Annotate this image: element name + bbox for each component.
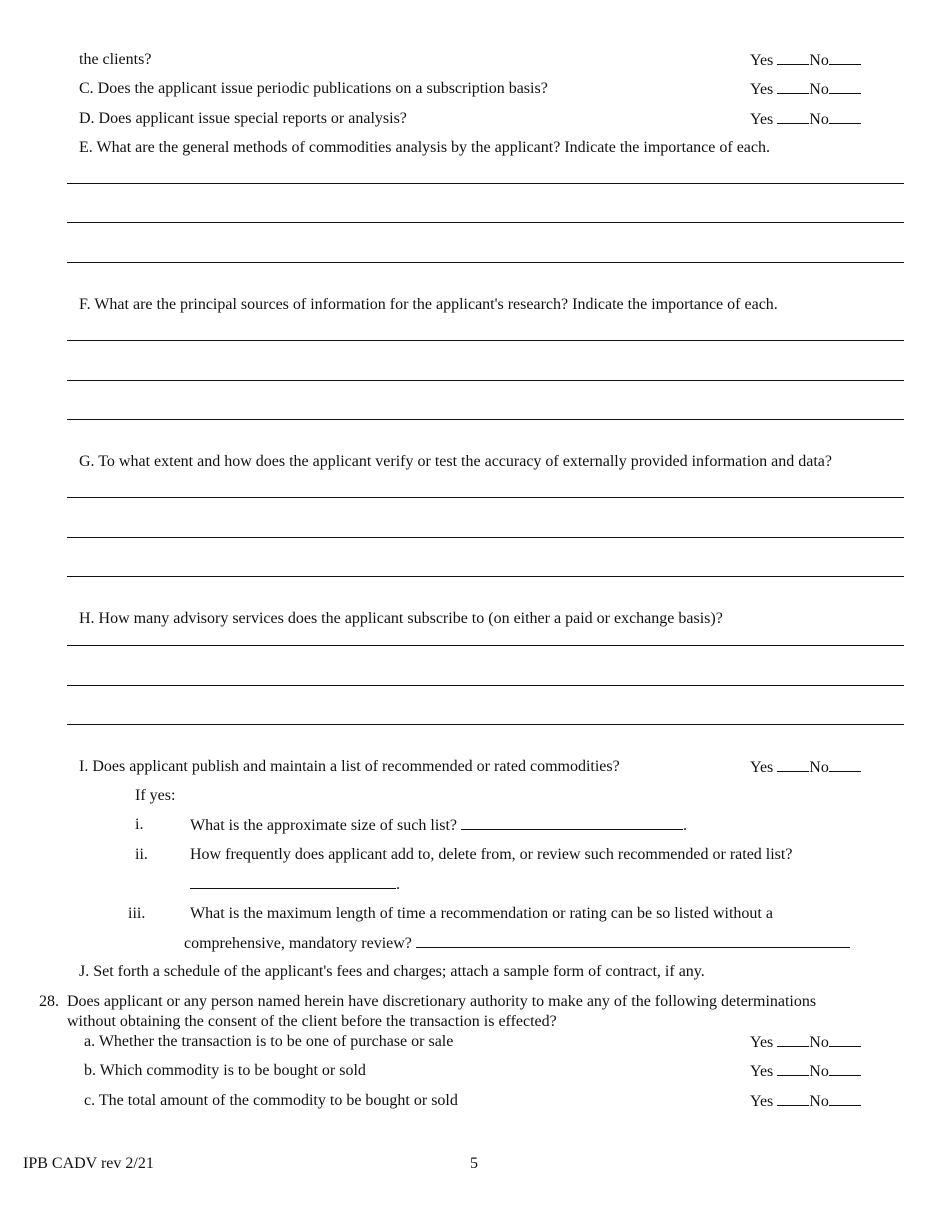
question-h: H. How many advisory services does the applicant subscribe to (on either a paid or exchange basis)? — [79, 610, 723, 627]
if-yes-label: If yes: — [135, 787, 176, 804]
no-blank[interactable] — [829, 51, 861, 65]
no-label: No — [809, 1034, 829, 1051]
no-blank[interactable] — [829, 1033, 861, 1047]
answer-line-f-3[interactable] — [67, 419, 904, 420]
list-size-blank[interactable] — [461, 816, 683, 830]
question-i: I. Does applicant publish and maintain a list of recommended or rated commodities? — [79, 758, 620, 775]
yes-blank[interactable] — [777, 1092, 809, 1106]
question-28-line-2: without obtaining the consent of the client before the transaction is effected? — [67, 1013, 557, 1030]
yes-blank[interactable] — [777, 110, 809, 124]
yes-label: Yes — [750, 759, 774, 776]
yes-blank[interactable] — [777, 51, 809, 65]
yes-no-field-b[interactable] — [750, 51, 861, 70]
sub-question-number: ii. — [135, 846, 148, 863]
question-d: D. Does applicant issue special reports or analysis? — [79, 110, 407, 127]
no-blank[interactable] — [829, 758, 861, 772]
sub-question-text: What is the approximate size of such list? — [190, 817, 458, 834]
yes-label: Yes — [750, 1093, 774, 1110]
no-label: No — [809, 759, 829, 776]
yes-blank[interactable] — [777, 1033, 809, 1047]
no-blank[interactable] — [829, 80, 861, 94]
yes-blank[interactable] — [777, 80, 809, 94]
frequency-blank[interactable] — [190, 875, 396, 889]
sub-question-i: What is the approximate size of such list? . — [190, 817, 688, 834]
question-28c: c. The total amount of the commodity to be bought or sold — [84, 1092, 458, 1109]
frequency-answer: . — [190, 875, 400, 894]
question-28-number: 28. — [39, 993, 59, 1010]
yes-label: Yes — [750, 1063, 774, 1080]
review-time-blank[interactable] — [416, 934, 850, 948]
answer-line-g-1[interactable] — [67, 497, 904, 498]
question-b-continuation: the clients? — [79, 51, 152, 68]
no-label: No — [809, 52, 829, 69]
yes-no-field-d[interactable] — [750, 110, 861, 129]
answer-line-e-1[interactable] — [67, 183, 904, 184]
form-identifier: IPB CADV rev 2/21 — [23, 1155, 154, 1172]
sub-question-text: comprehensive, mandatory review? — [184, 935, 412, 952]
yes-no-field-28c[interactable] — [750, 1092, 861, 1111]
question-g: G. To what extent and how does the applicant verify or test the accuracy of externally provided information and data? — [79, 453, 832, 470]
question-28b: b. Which commodity is to be bought or sold — [84, 1062, 366, 1079]
sub-question-iii: What is the maximum length of time a recommendation or rating can be so listed without a — [190, 905, 773, 922]
yes-label: Yes — [750, 111, 774, 128]
answer-line-g-3[interactable] — [67, 576, 904, 577]
answer-line-e-2[interactable] — [67, 222, 904, 223]
no-blank[interactable] — [829, 110, 861, 124]
question-c: C. Does the applicant issue periodic publications on a subscription basis? — [79, 80, 548, 97]
yes-no-field-c[interactable] — [750, 80, 861, 99]
question-f: F. What are the principal sources of information for the applicant's research? Indicate the importance of each. — [79, 296, 778, 313]
sub-question-ii: How frequently does applicant add to, delete from, or review such recommended or rated list? — [190, 846, 793, 863]
sub-question-number: iii. — [128, 905, 146, 922]
sub-question-number: i. — [135, 816, 144, 833]
answer-line-f-2[interactable] — [67, 380, 904, 381]
no-label: No — [809, 1063, 829, 1080]
answer-line-h-1[interactable] — [67, 645, 904, 646]
yes-no-field-i[interactable] — [750, 758, 861, 777]
yes-label: Yes — [750, 1034, 774, 1051]
answer-line-h-3[interactable] — [67, 724, 904, 725]
page-number: 5 — [470, 1155, 478, 1172]
yes-no-field-28a[interactable] — [750, 1033, 861, 1052]
sub-question-iii-continuation — [184, 934, 850, 953]
yes-no-field-28b[interactable] — [750, 1062, 861, 1081]
question-e: E. What are the general methods of commodities analysis by the applicant? Indicate the importance of each. — [79, 139, 770, 156]
answer-line-f-1[interactable] — [67, 340, 904, 341]
question-28a: a. Whether the transaction is to be one of purchase or sale — [84, 1033, 454, 1050]
yes-blank[interactable] — [777, 1062, 809, 1076]
answer-line-e-3[interactable] — [67, 262, 904, 263]
no-label: No — [809, 81, 829, 98]
yes-label: Yes — [750, 81, 774, 98]
yes-label: Yes — [750, 52, 774, 69]
no-blank[interactable] — [829, 1092, 861, 1106]
yes-blank[interactable] — [777, 758, 809, 772]
question-j: J. Set forth a schedule of the applicant's fees and charges; attach a sample form of contract, if any. — [79, 963, 705, 980]
question-28-line-1: Does applicant or any person named herein have discretionary authority to make any of the following determinations — [67, 993, 817, 1010]
no-label: No — [809, 1093, 829, 1110]
no-label: No — [809, 111, 829, 128]
answer-line-g-2[interactable] — [67, 537, 904, 538]
no-blank[interactable] — [829, 1062, 861, 1076]
answer-line-h-2[interactable] — [67, 685, 904, 686]
